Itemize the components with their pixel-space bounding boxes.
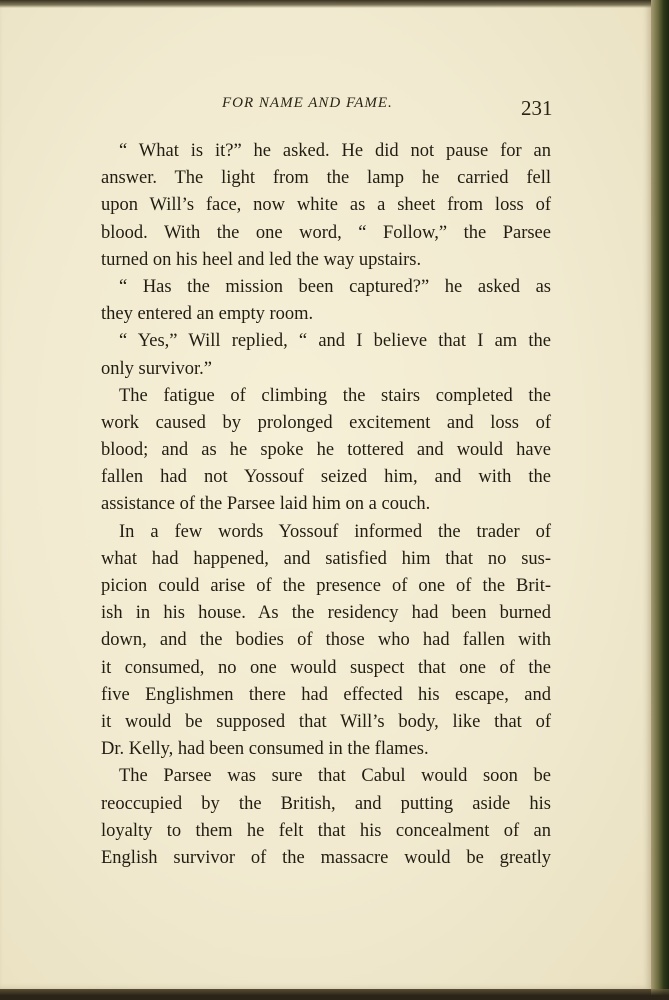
text-line: ish in his house. As the residency had been burned — [101, 603, 551, 624]
page-number: 231 — [521, 96, 553, 120]
text-line: The Parsee was sure that Cabul would soon be — [119, 766, 551, 787]
text-line: “ What is it?” he asked. He did not pause for an — [119, 141, 551, 161]
text-line: five Englishmen there had effected his escape, and — [101, 684, 551, 705]
book-cover-edge — [651, 0, 669, 1000]
text-line: In a few words Yossouf informed the trader of — [119, 521, 551, 542]
page-top-edge — [0, 0, 669, 8]
text-line: reoccupied by the British, and putting aside his — [101, 793, 551, 814]
text-line: picion could arise of the presence of one of the Brit- — [101, 576, 551, 596]
text-line: blood. With the one word, “ Follow,” the Parsee — [101, 222, 551, 243]
text-line: they entered an empty room. — [101, 304, 314, 325]
text-line: what had happened, and satisfied him that no sus- — [101, 548, 551, 569]
body-text — [101, 138, 551, 872]
text-line: Dr. Kelly, had been consumed in the flames. — [101, 739, 429, 760]
text-line: turned on his heel and led the way upstairs. — [101, 249, 422, 270]
text-line: answer. The light from the lamp he carried fell — [101, 168, 551, 189]
text-line: only survivor.” — [101, 358, 212, 379]
text-line: blood; and as he spoke he tottered and would have — [101, 440, 551, 461]
running-head: FOR NAME AND FAME. — [222, 95, 393, 111]
text-line: it would be supposed that Will’s body, like that of — [101, 711, 551, 732]
text-line: “ Yes,” Will replied, “ and I believe that I am the — [119, 331, 551, 352]
text-line: down, and the bodies of those who had fallen with — [101, 630, 551, 651]
page-bottom-edge — [0, 989, 669, 1000]
text-line: upon Will’s face, now white as a sheet from loss of — [101, 195, 551, 216]
text-line: loyalty to them he felt that his concealment of an — [101, 820, 551, 841]
text-line: “ Has the mission been captured?” he asked as — [119, 276, 551, 297]
text-line: fallen had not Yossouf seized him, and with the — [101, 467, 551, 488]
text-line: The fatigue of climbing the stairs completed the — [119, 385, 551, 406]
text-line: it consumed, no one would suspect that one of the — [101, 657, 551, 678]
text-line: assistance of the Parsee laid him on a couch. — [101, 494, 431, 515]
text-line: English survivor of the massacre would be greatly — [101, 847, 551, 868]
text-line: work caused by prolonged excitement and loss of — [101, 412, 551, 433]
